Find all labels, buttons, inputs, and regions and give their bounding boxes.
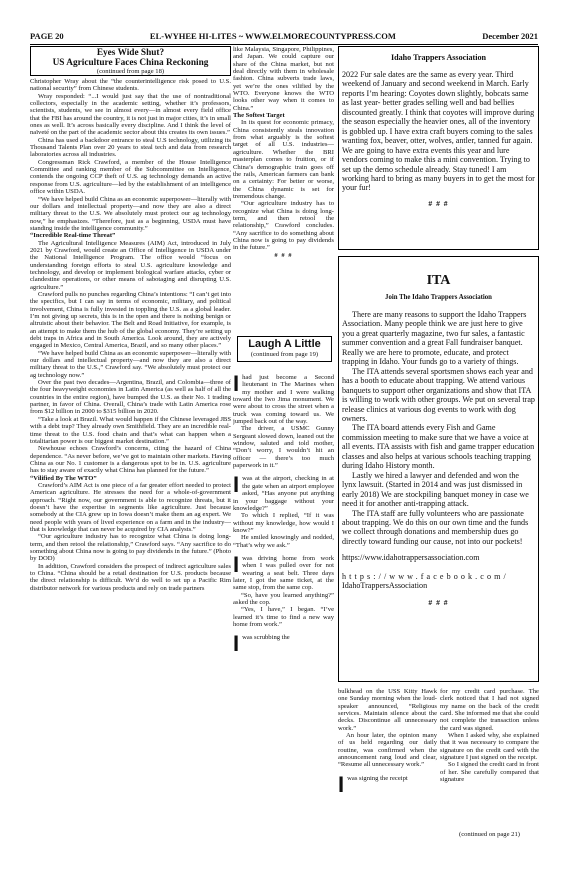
laugh-column-4	[440, 688, 539, 833]
page-header	[30, 29, 538, 43]
subheading: “Vilified By The WTO”	[30, 474, 97, 482]
ad2-paragraph: The ITA board attends every Fish and Game commission meeting to make sure that we have a voice at all events. ITA assists with fish and game trapper education classes and also helps at various schools teaching trapping during Idaho History month.	[342, 423, 535, 471]
article-column-2	[233, 46, 334, 328]
body-paragraph: “We have helped build China as an economic superpower—literally with our dollars and intellectual property—and now they are also a direct military threat to the U.S. We absolutely must protect our ag technology now,” he emphasizes. “Therefore, just as a beginning, USDA must have standing inside the intelligence community.”	[30, 195, 231, 232]
laugh-title: Laugh A Little	[248, 338, 321, 350]
continued-on: (continued on page 21)	[459, 831, 520, 838]
laugh-column-3	[338, 688, 437, 838]
ad2-url-facebook[interactable]: https://www.facebook.com/	[342, 571, 509, 581]
ad-trappers-fur-sale	[338, 46, 539, 250]
body-paragraph: To which I replied, “If it was without my knowledge, how would I know?”	[233, 512, 334, 534]
paragraph-text: was scrubbing the	[242, 634, 290, 642]
ad2-url-facebook-path[interactable]: IdahoTrappersAssociation	[342, 581, 428, 591]
drop-cap: I	[338, 771, 345, 797]
body-paragraph: In addition, Crawford considers the prospect of indirect agriculture sales to China. “China should be a retail destination for U.S. products because the direct relationship is difficult. We’d do well to set up a Pacific Rim distributor network for various products and rely on trade partners	[30, 562, 231, 592]
laugh-title-box	[237, 336, 332, 362]
body-paragraph: Newhouse echoes Crawford’s concerns, citing the hazard of China dependence. “As never before, we’ve got to maintain other markets. Having China as our No. 1 customer is a dangerous spot to be in. U.S. agriculture has to stay aware of exactly what China has planned for the future.”	[30, 445, 231, 475]
body-paragraph: “Yes, I have,” I began. “I’ve learned it’s time to find a new way home from work.”	[233, 606, 334, 628]
paragraph-text: was signing the receipt	[347, 774, 408, 782]
subheading: “Incredible Real-time Threat”	[30, 232, 116, 240]
article-title: US Agriculture Faces China Reckoning	[52, 58, 209, 68]
body-paragraph: Wray responded: “...I would just say that the use of nontraditional collectors, especially in the academic setting, whether it’s professors, scientists, students, we see in almost every—in almost every field office that the FBI has around the country, it is not just in major cities, it’s in small ones as well. It’s across basically every discipline. And I think the level of naïveté on the part of the academic sector about this creates its own issues.”	[30, 92, 231, 137]
body-paragraph: So I signed the credit card in front of her. She carefully compared that signature	[440, 761, 539, 784]
body-paragraph: The driver, a USMC Gunny Sergeant slowed down, leaned out the window, saluted and told mother, “Don’t worry, I wouldn’t hit an officer — there’s too much paperwork in it.”	[233, 425, 334, 470]
masthead-url: EL-WYHEE HI-LITES ~ WWW.ELMORECOUNTYPRESS.COM	[149, 31, 396, 41]
body-paragraph: Congressman Rick Crawford, a member of the House Intelligence Committee and ranking member of the Subcommittee on Intelligence, contends the ongoing CCP theft of U.S. ag technology demands an active response from U.S. agriculture—led by the establishment of an intelligence office within USDA.	[30, 158, 231, 196]
drop-cap: I	[233, 371, 240, 396]
article-kicker: Eyes Wide Shut?	[96, 48, 165, 58]
body-paragraph: He smiled knowingly and nodded, “That’s why we ask.”	[233, 534, 334, 549]
body-paragraph: Crawford’s AIM Act is one piece of a far greater effort needed to protect American agriculture. He stresses the need for a whole-of-government approach. “Right now, our government is able to recognize threats, but it doesn’t have the expertise in segments like agriculture. Just because somebody at the CIA grew up in Iowa doesn’t make them an ag expert. We need people with years of lived experience on a farm and in the industry—that is knowledge that can never be acquired by CIA analysts.”	[30, 481, 231, 533]
header-rule	[30, 44, 538, 45]
continued-from: (continued from page 18)	[96, 68, 165, 75]
paragraph-text: had just become a Second lieutenant in The Marines when my mother and I were walking toward the Iwo Jima monument. We were about to cross the street when a truck was coming toward us. We jumped back out of the way.	[233, 374, 334, 426]
ad2-body	[342, 310, 535, 546]
laugh-continued-from: (continued from page 19)	[250, 351, 319, 358]
body-paragraph: “Our agriculture industry has to recognize what China is doing long-term, and then retool the relationship,” Crawford says. “Any sacrifice to do something about China now is going to pay dividends in the future.” (Photo by DOD)	[30, 533, 231, 563]
ad1-title: Idaho Trappers Association	[390, 53, 487, 62]
ad1-paragraph: 2022 Fur sale dates are the same as every year. Third weekend of January and second weekend in March. Early reports I’m hearing: Coyotes down slightly, bobcats same as last year- better grades selling well and bad bellies discounted greatly. I think that coyotes will improve during the season especially the heavier ones, all of the inventory is gobbled up. I have extra craft buyers coming to the sales wanting fox, beaver, otter, wolves, antler, tanned fur again. We are going to have extra events this year and lure vendors coming to make this a mini convention. Trying to set up the demo schedule already. Stay tuned! I am working hard to bring as many buyers in to get the most for your fur!	[342, 70, 535, 193]
body-paragraph: The Agricultural Intelligence Measures (AIM) Act, introduced in July 2021 by Crawford, would create an Office of Intelligence in USDA under the National Intelligence Program. The office would “focus on understanding foreign efforts to steal U.S. agriculture knowledge and technology, and develop or implement biological warfare attacks, cyber or clandestine operations, or other means of sabotaging and disrupting U.S. agriculture.”	[30, 239, 231, 291]
body-paragraph: Over the past two decades—Argentina, Brazil, and Colombia—three of the four heavyweight economies in Latin America (as well as half of all the countries in the entire region), have bumped the U.S. as their No. 1 trading partner, in favor of China. Overall, China’s trade with Latin America rose from $12 billion in 2000 to $315 billion in 2020.	[30, 379, 231, 416]
headline-box	[30, 46, 231, 76]
anecdote-paragraph	[233, 631, 334, 657]
drop-cap: I	[233, 472, 240, 498]
paragraph-text: was at the airport, checking in at the gate when an airport employee asked, “Has anyone put anything in your baggage without your knowledge?”	[233, 475, 334, 512]
ad-ita-membership	[338, 256, 539, 682]
body-paragraph: An hour later, the opinion many of us held regarding our daily routine, was confirmed when the announcement rang loud and clear, “Resume all unnecessary work.”	[338, 732, 437, 769]
body-paragraph: “We have helped build China as an economic superpower—literally with our dollars and intellectual property—and now they are also a direct military threat to the U.S.,” Crawford say. “We absolutely must protect our ag technology now.”	[30, 349, 231, 379]
laugh-column-2	[233, 368, 334, 840]
ad2-title: ITA	[426, 273, 451, 288]
body-paragraph: like Malaysia, Singapore, Philippines, and Japan. We could capture our share of the China market, but not deal directly with them in wholesale fashion. China subverts trade laws, yet we’re the ones vilified by the WTO. Everyone knows the WTO looks other way when it comes to China.”	[233, 46, 334, 112]
ad2-end-mark: # # #	[428, 597, 449, 607]
ad2-url-website[interactable]: https://www.idahotrappersassociation.com	[342, 553, 480, 563]
issue-date: December 2021	[482, 31, 538, 41]
end-mark: # # #	[274, 251, 293, 259]
body-paragraph: China has used a backdoor entrance to steal U.S technology, utilizing its Thousand Talents Plan over 20 years to steal tech and data from research laboratories across all industries.	[30, 136, 231, 159]
ad2-paragraph: Lastly we hired a lawyer and defended and won the lynx lawsuit. (Started in 2014 and was just dismissed in early 2018) We are stockpiling banquet money in case we need it for another anti-trapping attack.	[342, 470, 529, 509]
drop-cap: I	[233, 551, 240, 577]
ad1-end-mark: # # #	[428, 198, 449, 208]
anecdote-paragraph	[233, 551, 334, 592]
body-paragraph: for my credit card purchase. The clerk noticed that I had not signed my name on the back of the credit card. She informed me that she could not complete the transaction unless the card was signed.	[440, 688, 539, 732]
ad2-paragraph: Really we are here to promote, educate, and protect trapping in Idaho. Your funds go to a variety of things.	[342, 347, 519, 367]
subheading: The Softest Target	[233, 112, 285, 120]
drop-cap: I	[233, 631, 240, 657]
body-paragraph: “Our agriculture industry has to recognize what China is doing long-term, and then retool the relationship,” Crawford concludes. “Any sacrifice to do something about China now is going to pay dividends in the future.”	[233, 200, 334, 252]
paragraph-text: was driving home from work when I was pulled over for not wearing a seat belt. Three days later, I got the same ticket, at the same stop, from the same cop.	[233, 554, 334, 592]
body-paragraph: “So, have you learned anything?” asked the cop.	[233, 591, 334, 606]
article-column-1	[30, 78, 231, 864]
body-paragraph: Crawford pulls no punches regarding China’s intentions: “I can’t get into the specifics, but I can say in terms of economic, military, and political involvement, China is fully invested in toppling the U.S. as a global leader. I’m not giving up secrets, this is in the open and there is nothing benign or altruistic about their behavior. The Belt and Road Initiative, for example, is an attempt to make them the hub of the global economy. They’re setting up debt traps in Africa and in South America. Look around, they are actively engaged in Mexico, Central America, Brazil, and so many other places.”	[30, 290, 231, 350]
body-paragraph: bulkhead on the USS Kitty Hawk one Sunday morning when the loud-speaker announced, “Religious services. Maintain silence about the decks. Discontinue all unnecessary work.”	[338, 688, 437, 732]
ad2-paragraph: The ITA attends several sportsmen shows each year and has a booth to educate about trapping. We attend various banquets to support other organizations and show that ITA is willing to work with other groups. We put on several trap release clinics at various dog events to work with dog owners.	[342, 366, 535, 423]
body-paragraph: Christopher Wray about the “the counterintelligence risk posed to U.S. national security” from Chinese students.	[30, 78, 231, 93]
anecdote-paragraph	[233, 472, 334, 512]
body-paragraph: “Take a look at Brazil. What would happen if the Chinese leveraged JBS with a debt trap? They already own Smithfield. They are an incredible real-time threat to the U.S. food chain and that’s what can happen when a totalitarian power is our biggest market destination.”	[30, 415, 231, 445]
ad1-body	[342, 70, 535, 193]
ad2-subtitle: Join The Idaho Trappers Association	[385, 294, 492, 301]
page-number: PAGE 20	[30, 31, 64, 41]
anecdote-paragraph	[338, 771, 437, 797]
ad2-paragraph: The ITA staff are fully volunteers who are passionate about trapping. We do this on our own time and the funds we collect through donations and membership dues go directly toward funding our cause, not into our pockets!	[342, 508, 529, 546]
body-paragraph: In its quest for economic primacy, China consistently steals innovation from what arguably is the softest target of all U.S. industries—agriculture. Whether the BRI masterplan comes to fruition, or if China’s demographic train goes off the rails, American farmers can bank on a certainty: For better or worse, the China dynamic is set for tremendous change.	[233, 119, 334, 200]
ad2-paragraph: There are many reasons to support the Idaho Trappers Association. Many people think we are just here to give you a great quarterly magazine, two fur sales, a fantastic summer convention and a great Fall fundraiser banquet.	[342, 310, 527, 348]
body-paragraph: When I asked why, she explained that it was necessary to compare the signature on the credit card with the signature I just signed on the receipt.	[440, 732, 539, 762]
anecdote-paragraph	[233, 371, 334, 426]
